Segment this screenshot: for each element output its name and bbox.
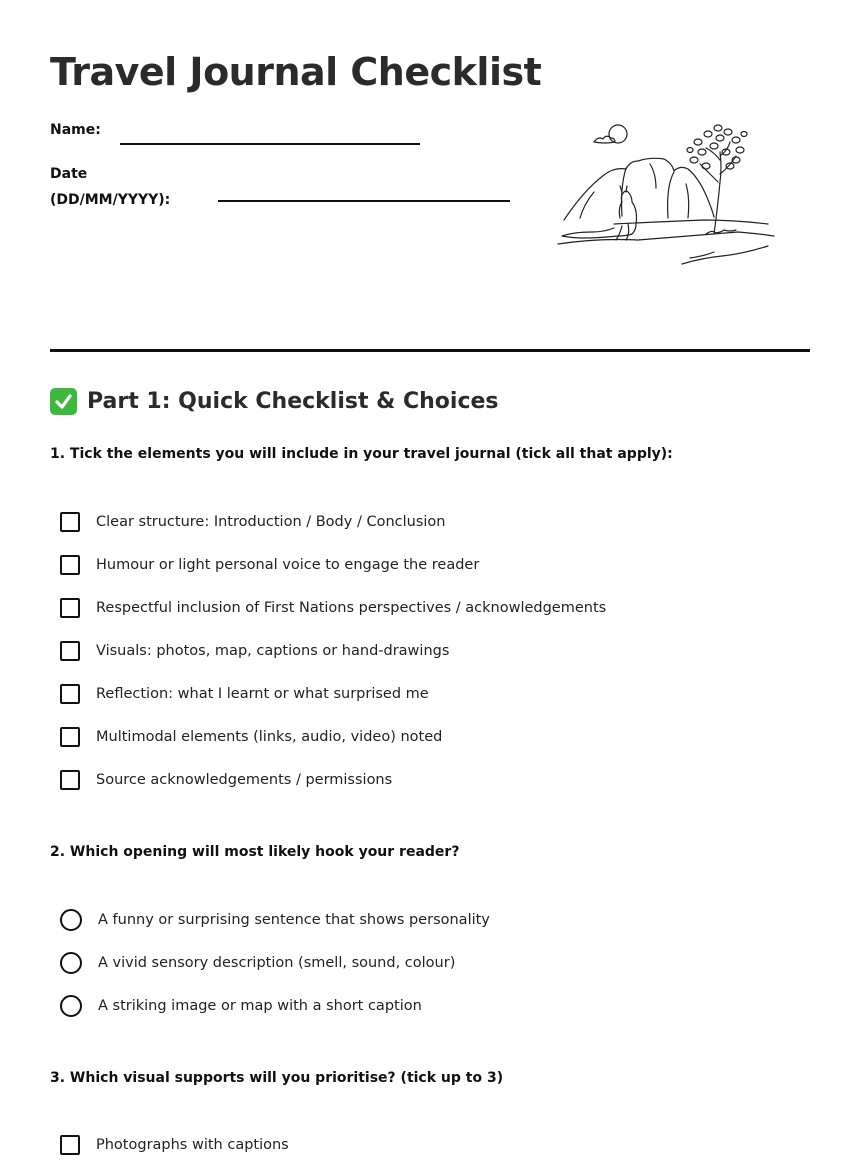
option-label: Photographs with captions (96, 1137, 289, 1153)
part1-heading (50, 388, 499, 415)
question-1: 1. Tick the elements you will include in your travel journal (tick all that apply): (50, 446, 673, 462)
q1-option-3[interactable] (60, 595, 606, 621)
option-label: Reflection: what I learnt or what surprised me (96, 686, 429, 702)
name-label: Name: (50, 122, 101, 138)
q1-option-5[interactable] (60, 681, 429, 707)
radio-button[interactable] (60, 952, 82, 974)
radio-button[interactable] (60, 909, 82, 931)
green-checkmark-icon (50, 388, 77, 415)
option-label: Clear structure: Introduction / Body / Conclusion (96, 514, 446, 530)
option-label: Source acknowledgements / permissions (96, 772, 393, 788)
checkbox[interactable] (60, 770, 80, 790)
q1-option-2[interactable] (60, 552, 479, 578)
q1-option-4[interactable] (60, 638, 449, 664)
option-label: Respectful inclusion of First Nations perspectives / acknowledgements (96, 600, 607, 616)
q2-option-2[interactable] (60, 950, 455, 976)
checkbox[interactable] (60, 512, 80, 532)
q1-option-6[interactable] (60, 724, 442, 750)
option-label: Visuals: photos, map, captions or hand-drawings (96, 643, 450, 659)
section-divider (50, 349, 810, 352)
checkbox[interactable] (60, 641, 80, 661)
radio-button[interactable] (60, 995, 82, 1017)
name-field[interactable] (120, 143, 420, 145)
question-3: 3. Which visual supports will you prioritise? (tick up to 3) (50, 1070, 504, 1086)
q2-option-3[interactable] (60, 993, 422, 1019)
option-label: Multimodal elements (links, audio, video) noted (96, 729, 443, 745)
option-label: Humour or light personal voice to engage the reader (96, 557, 480, 573)
checkbox[interactable] (60, 598, 80, 618)
date-label-line1: Date (50, 166, 88, 182)
checkbox[interactable] (60, 684, 80, 704)
date-label-line2: (DD/MM/YYYY): (50, 192, 171, 208)
part1-heading-text: Part 1: Quick Checklist & Choices (87, 389, 499, 414)
option-label: A funny or surprising sentence that shows personality (98, 912, 490, 928)
date-field[interactable] (218, 200, 510, 202)
checkbox[interactable] (60, 1135, 80, 1155)
checkbox[interactable] (60, 727, 80, 747)
option-label: A vivid sensory description (smell, sound, colour) (98, 955, 456, 971)
checkbox[interactable] (60, 555, 80, 575)
q3-option-1[interactable] (60, 1132, 289, 1158)
q1-option-1[interactable] (60, 509, 445, 535)
outback-illustration (554, 112, 784, 277)
q2-option-1[interactable] (60, 907, 490, 933)
page-title: Travel Journal Checklist (50, 50, 542, 94)
q1-option-7[interactable] (60, 767, 392, 793)
question-2: 2. Which opening will most likely hook your reader? (50, 844, 460, 860)
option-label: A striking image or map with a short caption (98, 998, 422, 1014)
landscape-icon (554, 112, 784, 277)
